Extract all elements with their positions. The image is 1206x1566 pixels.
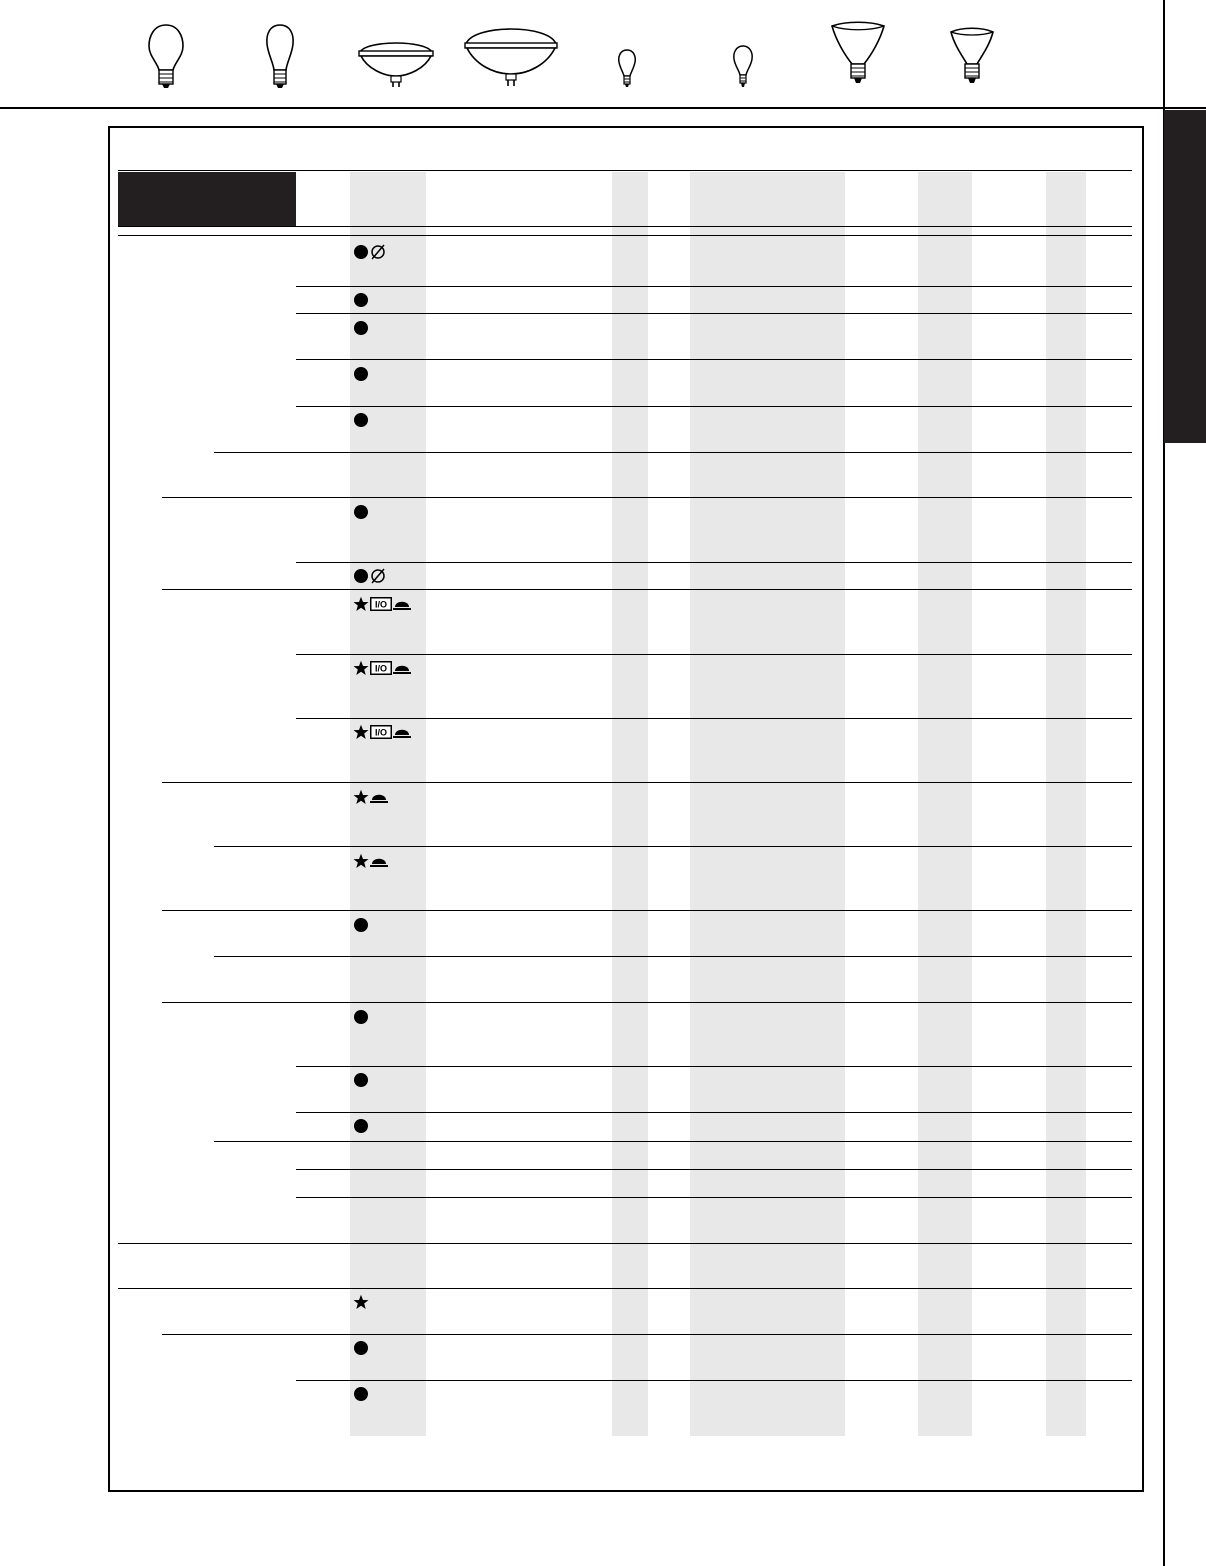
- dot-icon: [353, 1009, 369, 1025]
- star-icon: [353, 1294, 369, 1310]
- dot-icon: [353, 292, 369, 308]
- symbol-cell: [353, 1293, 369, 1311]
- symbol-cell: [353, 567, 386, 585]
- symbol-cell: [353, 1008, 369, 1026]
- header-block: [118, 172, 296, 226]
- header-top-rule: [118, 170, 1132, 171]
- symbol-cell: [353, 1117, 369, 1135]
- section-tab-marker: [1164, 110, 1206, 443]
- dot-icon: [353, 1386, 369, 1402]
- shaded-column-c: [918, 172, 972, 1436]
- symbol-cell: [353, 788, 388, 806]
- star-icon: [353, 660, 369, 676]
- dot-icon: [353, 366, 369, 382]
- symbol-cell: [353, 916, 369, 934]
- dot-icon: [353, 1340, 369, 1356]
- io-box-icon: [370, 597, 392, 611]
- dot-icon: [353, 1072, 369, 1088]
- io-box-icon: [370, 661, 392, 675]
- slash-circle-icon: [370, 244, 386, 260]
- svg-text:I/O: I/O: [374, 663, 388, 674]
- dot-icon: [353, 568, 369, 584]
- star-icon: [353, 853, 369, 869]
- slash-circle-icon: [370, 568, 386, 584]
- a-line-bulb-icon: [146, 22, 186, 90]
- dome-icon: [370, 790, 388, 804]
- dot-icon: [353, 320, 369, 336]
- dome-icon: [370, 854, 388, 868]
- dot-icon: [353, 504, 369, 520]
- par-lamp-small-icon: [357, 36, 435, 90]
- symbol-cell: [353, 1385, 369, 1403]
- symbol-cell: [353, 411, 369, 429]
- symbol-cell: [353, 291, 369, 309]
- symbol-cell: [353, 723, 411, 741]
- shaded-column-d: [1046, 172, 1086, 1436]
- small-bulb-icon: [731, 44, 755, 90]
- symbol-cell: [353, 243, 386, 261]
- symbol-cell: [353, 1339, 369, 1357]
- star-icon: [353, 724, 369, 740]
- dot-icon: [353, 412, 369, 428]
- shaded-column-a: [612, 172, 648, 1436]
- reflector-bulb-large-icon: [828, 20, 888, 90]
- shaded-column-b: [690, 172, 845, 1436]
- small-bulb-icon: [616, 48, 638, 90]
- dot-icon: [353, 1118, 369, 1134]
- dot-icon: [353, 917, 369, 933]
- dome-icon: [393, 597, 411, 611]
- dome-icon: [393, 725, 411, 739]
- reflector-bulb-small-icon: [947, 26, 997, 90]
- svg-text:I/O: I/O: [374, 727, 388, 738]
- star-icon: [353, 596, 369, 612]
- symbol-cell: [353, 365, 369, 383]
- io-box-icon: [370, 725, 392, 739]
- symbol-cell: [353, 595, 411, 613]
- dot-icon: [353, 244, 369, 260]
- symbol-cell: [353, 1071, 369, 1089]
- ps-bulb-icon: [260, 22, 300, 90]
- dome-icon: [393, 661, 411, 675]
- symbol-cell: [353, 503, 369, 521]
- symbol-cell: [353, 319, 369, 337]
- symbol-cell: [353, 852, 388, 870]
- star-icon: [353, 789, 369, 805]
- par-lamp-large-icon: [463, 22, 559, 90]
- svg-text:I/O: I/O: [374, 599, 388, 610]
- header-bottom-rule: [118, 226, 1132, 227]
- top-rule: [0, 107, 1206, 109]
- symbol-cell: [353, 659, 411, 677]
